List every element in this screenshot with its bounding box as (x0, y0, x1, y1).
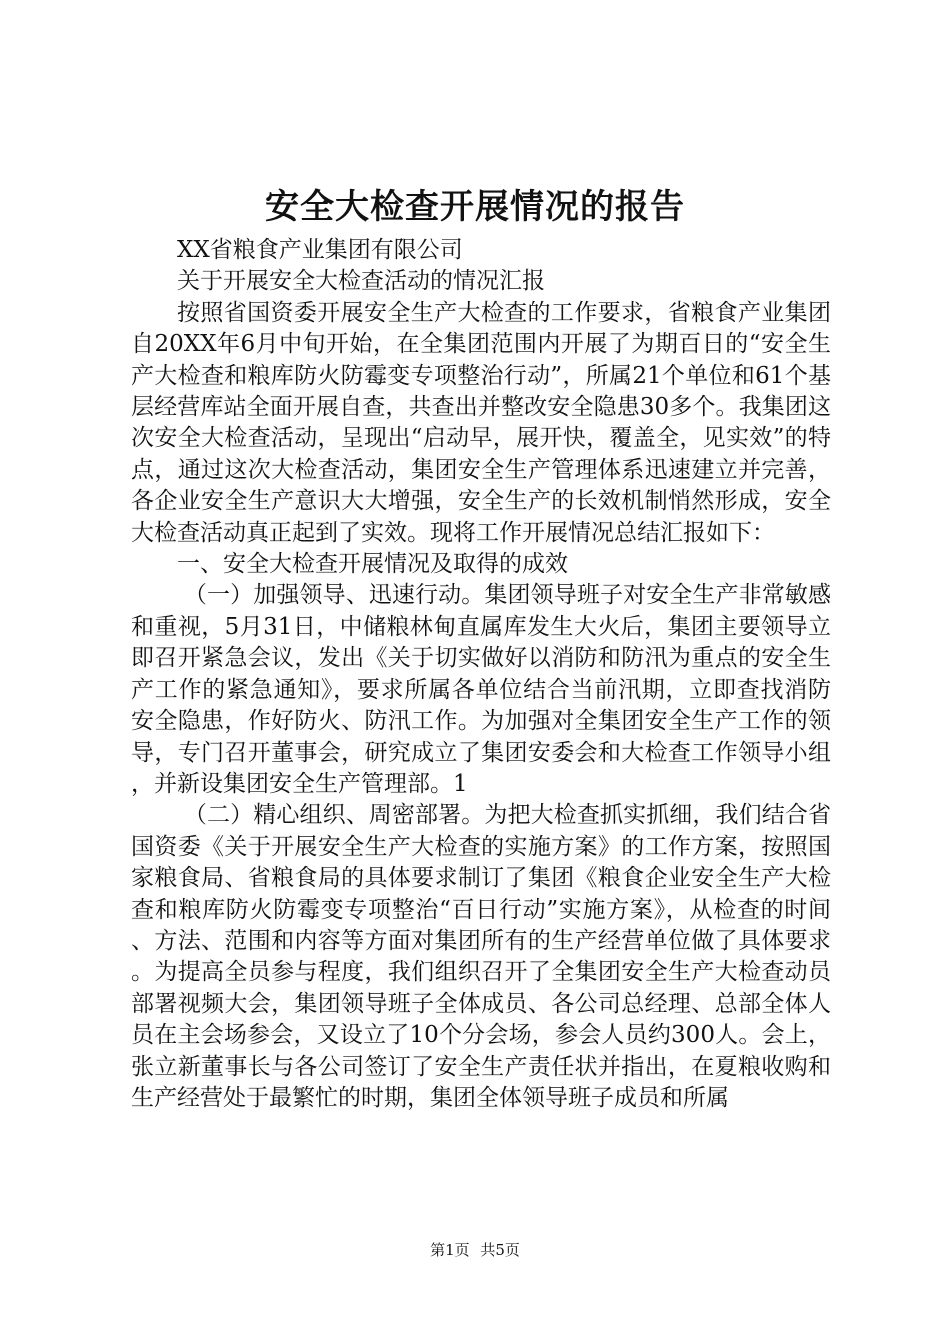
intro-paragraph: 按照省国资委开展安全生产大检查的工作要求，省粮食产业集团自20XX年6月中旬开始，在全集团范围内开展了为期百日的“安全生产大检查和粮库防火防霉变专项整治行动”，所属21个单位和61个基层经营库站全面开展自查，共查出并整改安全隐患30多个。我集团这次安全大检查活动，呈现出“启动早，展开快，覆盖全，见实效”的特点，通过这次大检查活动，集团安全生产管理体系迅速建立并完善，各企业安全生产意识大大增强，安全生产的长效机制悄然形成，安全大检查活动真正起到了实效。现将工作开展情况总结汇报如下： (131, 299, 831, 546)
page-footer: 第1页 共5页 (430, 1241, 520, 1259)
paragraph-leadership: （一）加强领导、迅速行动。集团领导班子对安全生产非常敏感和重视，5月31日，中储粮林甸直属库发生大火后，集团主要领导立即召开紧急会议，发出《关于切实做好以消防和防汛为重点的安全生产工作的紧急通知》，要求所属各单位结合当前汛期，立即查找消防安全隐患，作好防火、防汛工作。为加强对全集团安全生产工作的领导，专门召开董事会，研究成立了集团安委会和大检查工作领导小组，并新设集团安全生产管理部。1 (131, 582, 831, 797)
company-name-line: XX省粮食产业集团有限公司 (177, 237, 463, 263)
report-subtitle-line: 关于开展安全大检查活动的情况汇报 (177, 268, 545, 295)
section-heading: 一、安全大检查开展情况及取得的成效 (177, 551, 568, 578)
paragraph-organization: （二）精心组织、周密部署。为把大检查抓实抓细，我们结合省国资委《关于开展安全生产大检查的实施方案》的工作方案，按照国家粮食局、省粮食局的具体要求制订了集团《粮食企业安全生产大检查和粮库防火防霉变专项整治“百日行动”实施方案》，从检查的时间、方法、范围和内容等方面对集团所有的生产经营单位做了具体要求。为提高全员参与程度，我们组织召开了全集团安全生产大检查动员部署视频大会，集团领导班子全体成员、各公司总经理、总部全体人员在主会场参会，又设立了10个分会场，参会人员约300人。会上，张立新董事长与各公司签订了安全生产责任状并指出，在夏粮收购和生产经营处于最繁忙的时期，集团全体领导班子成员和所属 (131, 802, 831, 1111)
document-title: 安全大检查开展情况的报告 (265, 187, 685, 227)
document-body (131, 235, 831, 1114)
